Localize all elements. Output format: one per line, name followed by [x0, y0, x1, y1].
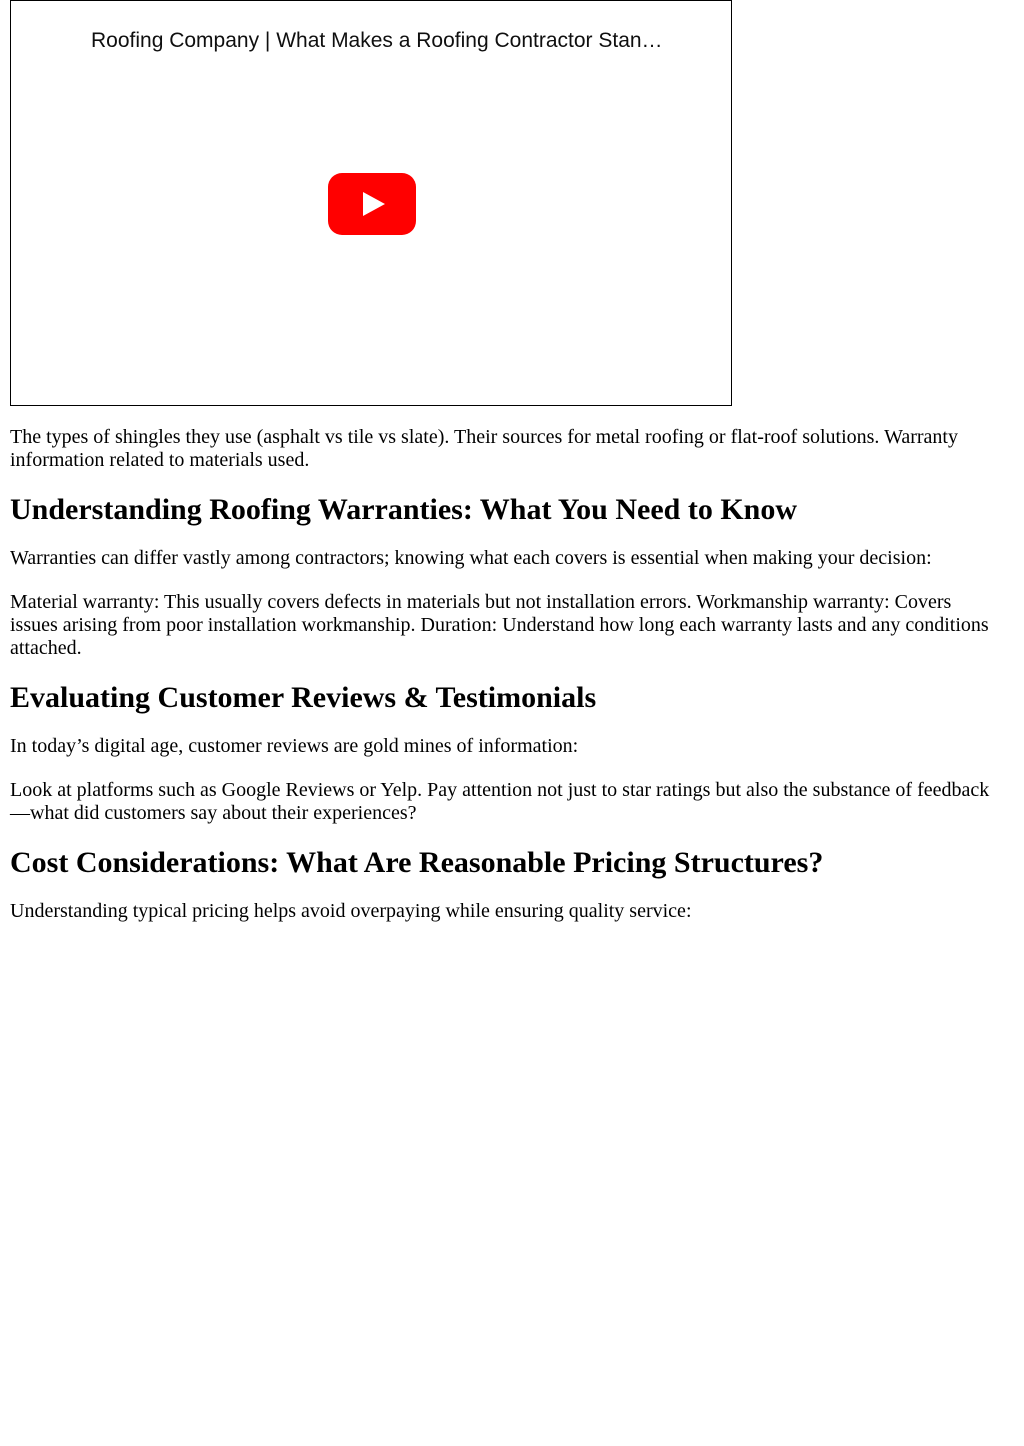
youtube-video-embed[interactable] — [10, 0, 732, 406]
paragraph-materials: The types of shingles they use (asphalt vs tile vs slate). Their sources for metal roofing or flat-roof solutions. Warranty information related to materials used. — [10, 426, 958, 471]
paragraph-warranty-types: Material warranty: This usually covers defects in materials but not installation errors. Workmanship warranty: Covers issues arising from poor installation workmanship. Duration: Understand how long each warranty lasts and any conditions attached. — [10, 591, 989, 659]
heading-reviews: Evaluating Customer Reviews & Testimonials — [10, 681, 597, 714]
paragraph-reviews-intro: In today’s digital age, customer reviews are gold mines of information: — [10, 735, 579, 757]
paragraph-warranties-intro: Warranties can differ vastly among contractors; knowing what each covers is essential when making your decision: — [10, 547, 932, 569]
article-body — [10, 426, 1000, 944]
video-title[interactable]: Roofing Company | What Makes a Roofing Contractor Stan… — [91, 29, 663, 52]
heading-cost: Cost Considerations: What Are Reasonable Pricing Structures? — [10, 846, 824, 879]
paragraph-pricing-intro: Understanding typical pricing helps avoid overpaying while ensuring quality service: — [10, 900, 692, 922]
youtube-play-icon[interactable] — [328, 173, 416, 235]
heading-warranties: Understanding Roofing Warranties: What You Need to Know — [10, 493, 798, 526]
paragraph-review-platforms: Look at platforms such as Google Reviews or Yelp. Pay attention not just to star ratings but also the substance of feedback—what did customers say about their experiences? — [10, 779, 990, 824]
